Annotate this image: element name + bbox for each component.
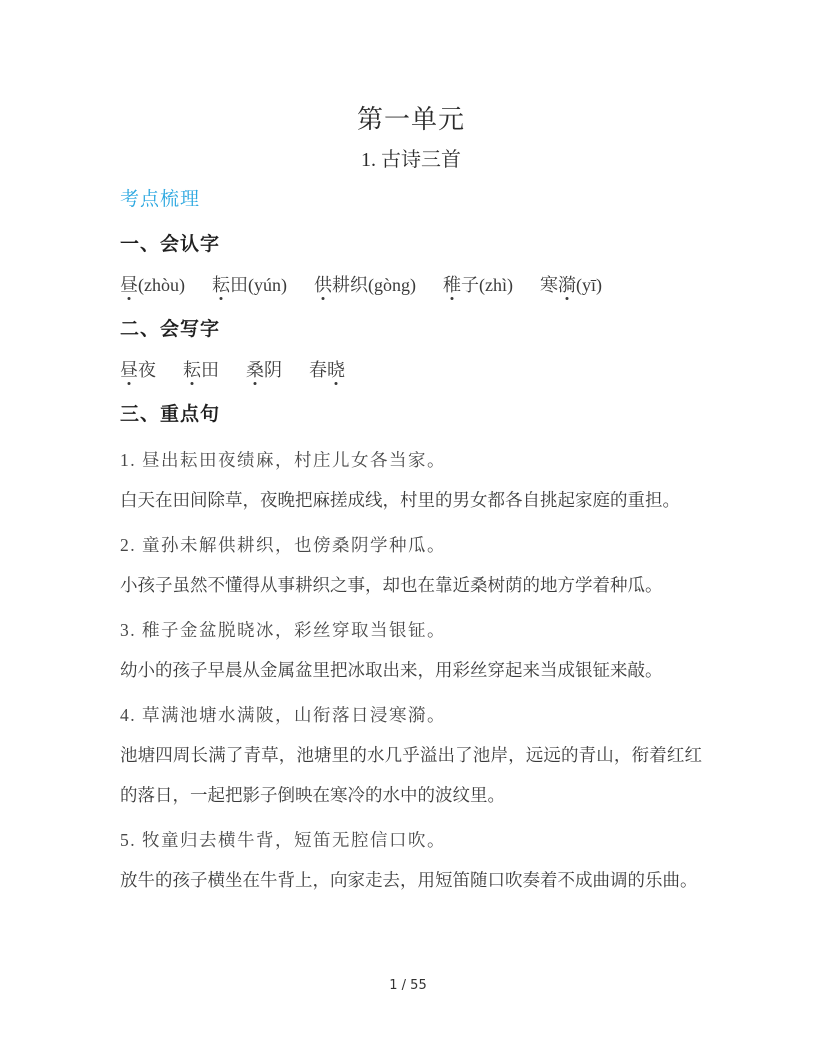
word-item: 昼夜 [120, 360, 156, 380]
sentence-quote: 2. 童孙未解供耕织，也傍桑阴学种瓜。 [120, 535, 446, 555]
emphasized-character: 耘 [183, 360, 201, 380]
emphasized-character: 昼 [120, 275, 138, 295]
recognize-characters-line [120, 265, 702, 305]
key-sentences-list [120, 440, 702, 900]
word-item: 耘田(yún) [211, 275, 287, 295]
heading-key-sentences: 三、重点句 [120, 404, 221, 425]
sentence-explanation: 白天在田间除草，夜晚把麻搓成线，村里的男女都各自挑起家庭的重担。 [120, 490, 680, 510]
sentence-explanation: 池塘四周长满了青草，池塘里的水几乎溢出了池岸，远远的青山，衔着红红的落日，一起把影子倒映在寒冷的水中的波纹里。 [120, 745, 702, 805]
write-characters-line [120, 350, 702, 390]
sentence-explanation: 幼小的孩子早晨从金属盆里把冰取出来，用彩丝穿起来当成银钲来敲。 [120, 660, 663, 680]
sentence-quote: 3. 稚子金盆脱晓冰，彩丝穿取当银钲。 [120, 620, 446, 640]
emphasized-character: 稚 [442, 275, 461, 295]
word-item: 春晓 [309, 360, 345, 380]
unit-title: 第一单元 [356, 105, 465, 134]
emphasized-character: 漪 [557, 275, 576, 295]
sentence-explanation: 小孩子虽然不懂得从事耕织之事，却也在靠近桑树荫的地方学着种瓜。 [120, 575, 663, 595]
review-points-label: 考点梳理 [120, 189, 201, 210]
word-item: 供耕织(gòng) [313, 275, 416, 295]
page-number: 1 / 55 [389, 978, 427, 993]
word-item: 寒漪(yī) [539, 275, 602, 295]
word-item: 昼(zhòu) [120, 275, 185, 295]
sentence-explanation: 放牛的孩子横坐在牛背上，向家走去，用短笛随口吹奏着不成曲调的乐曲。 [120, 870, 698, 890]
word-item: 稚子(zhì) [442, 275, 513, 295]
emphasized-character: 耘 [211, 275, 230, 295]
sentence-quote: 1. 昼出耘田夜绩麻，村庄儿女各当家。 [120, 450, 446, 470]
word-item: 桑阴 [246, 360, 282, 380]
heading-recognize-characters: 一、会认字 [120, 234, 221, 255]
word-item: 耘田 [183, 360, 219, 380]
sentence-quote: 5. 牧童归去横牛背，短笛无腔信口吹。 [120, 830, 446, 850]
emphasized-character: 供 [313, 275, 332, 295]
heading-write-characters: 二、会写字 [120, 319, 221, 340]
emphasized-character: 晓 [327, 360, 345, 380]
emphasized-character: 昼 [120, 360, 138, 380]
sentence-quote: 4. 草满池塘水满陂，山衔落日浸寒漪。 [120, 705, 446, 725]
emphasized-character: 桑 [246, 360, 264, 380]
lesson-title: 1. 古诗三首 [361, 149, 461, 171]
